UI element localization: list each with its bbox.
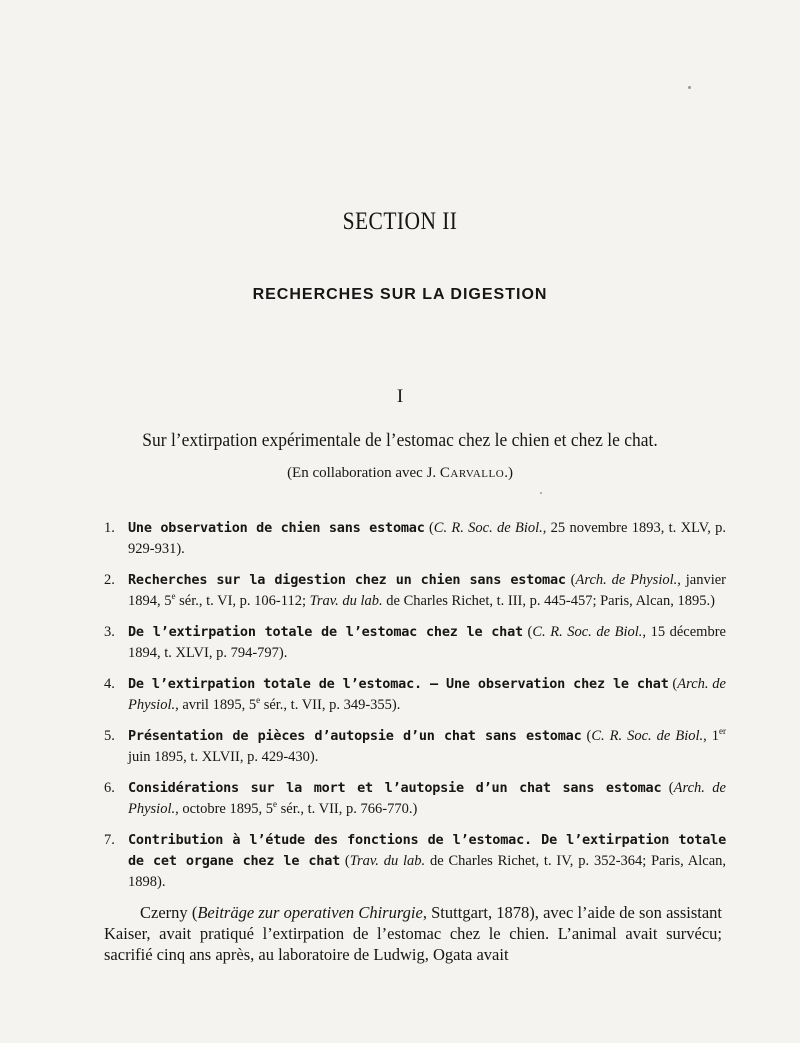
body-paragraph [104,902,722,965]
reference-journal: C. R. Soc. de Biol. [433,520,543,536]
paper-speck [688,86,691,89]
reference-item [104,518,726,560]
chapter-title: RECHERCHES SUR LA DIGESTION [252,286,548,303]
reference-text: sér., t. VI, p. 106-112; [175,593,310,609]
paper-speck [540,492,542,494]
reference-text: , 15 décembre 1894, t. XLVI, p. 794-797). [128,624,726,661]
reference-text: ( [581,728,592,744]
reference-item [104,778,726,820]
reference-journal: Trav. du lab. [349,853,426,869]
reference-title: De l’extirpation totale de l’estomac. — Une observation chez le chat [128,676,669,692]
reference-journal: Arch. de Physiol. [575,572,678,588]
reference-title: Présentation de pièces d’autopsie d’un chat sans estomac [128,728,582,744]
reference-text: de Charles Richet, t. IV, p. 352-364; Paris, Alcan, 1898). [128,853,727,890]
reference-text: sér., t. VII, p. 349-355). [260,697,401,713]
section-heading: SECTION II [342,208,458,235]
collaborator-name: Carvallo [439,465,505,481]
reference-text: , octobre 1895, 5 [175,801,273,817]
article-title: Sur l’extirpation expérimentale de l’estomac chez le chien et chez le chat. [142,430,658,451]
reference-item [104,622,726,664]
body-lead: Czerny ( [140,903,198,922]
reference-text: , 1 [703,728,719,744]
reference-journal: Arch. de Physiol. [128,780,726,817]
reference-text: ( [522,624,533,640]
reference-number: 6. [104,780,115,796]
reference-journal: Arch. de Physiol. [128,676,726,713]
reference-title: Recherches sur la digestion chez un chien sans estomac [128,572,566,588]
reference-journal: C. R. Soc. de Biol. [591,728,704,744]
body-rest: , Stuttgart, 1878), avec l’aide de son assistant Kaiser, avait pratiqué l’extirpation de l’estomac chez le chien. L’animal avait survécu; sacrifié cinq ans après, au laboratoire de Ludwig, Ogata avait [104,903,722,964]
reference-title: De l’extirpation totale de l’estomac chez le chat [128,624,523,640]
reference-list [104,518,726,903]
reference-text: sér., t. VII, p. 766-770.) [276,801,418,817]
reference-item [104,570,726,612]
reference-text: , 25 novembre 1893, t. XLV, p. 929-931). [128,520,726,557]
reference-text: ( [340,853,350,869]
reference-text: er [719,726,726,737]
collaboration-prefix: (En collaboration avec J. [287,465,440,481]
collaboration-suffix: .) [504,465,513,481]
reference-number: 7. [104,832,115,848]
reference-number: 4. [104,676,115,692]
reference-item [104,830,726,893]
reference-journal: C. R. Soc. de Biol. [532,624,643,640]
reference-text: ( [424,520,434,536]
reference-number: 1. [104,520,115,536]
reference-text: e [256,695,261,706]
reference-title: Considérations sur la mort et l’autopsie d’un chat sans estomac [128,780,662,796]
reference-text: , janvier 1894, 5 [128,572,726,609]
reference-number: 5. [104,728,115,744]
reference-title: Une observation de chien sans estomac [128,520,425,536]
article-number: I [396,386,404,407]
reference-text: , avril 1895, 5 [175,697,257,713]
reference-title: Contribution à l’étude des fonctions de l’estomac. De l’extirpation totale de cet organe chez le chat [128,832,726,869]
reference-journal: Trav. du lab. [309,593,383,609]
reference-number: 3. [104,624,115,640]
reference-item [104,674,726,716]
reference-text: ( [565,572,576,588]
reference-number: 2. [104,572,115,588]
reference-text: ( [661,780,674,796]
body-cited-title: Beiträge zur operativen Chirurgie [197,903,423,922]
reference-text: de Charles Richet, t. III, p. 445-457; Paris, Alcan, 1895.) [382,593,715,609]
collaboration-note [0,465,800,482]
reference-text: juin 1895, t. XLVII, p. 429-430). [128,749,319,765]
reference-text: ( [668,676,678,692]
reference-item [104,726,726,768]
reference-text: e [171,591,176,602]
reference-text: e [272,799,277,810]
